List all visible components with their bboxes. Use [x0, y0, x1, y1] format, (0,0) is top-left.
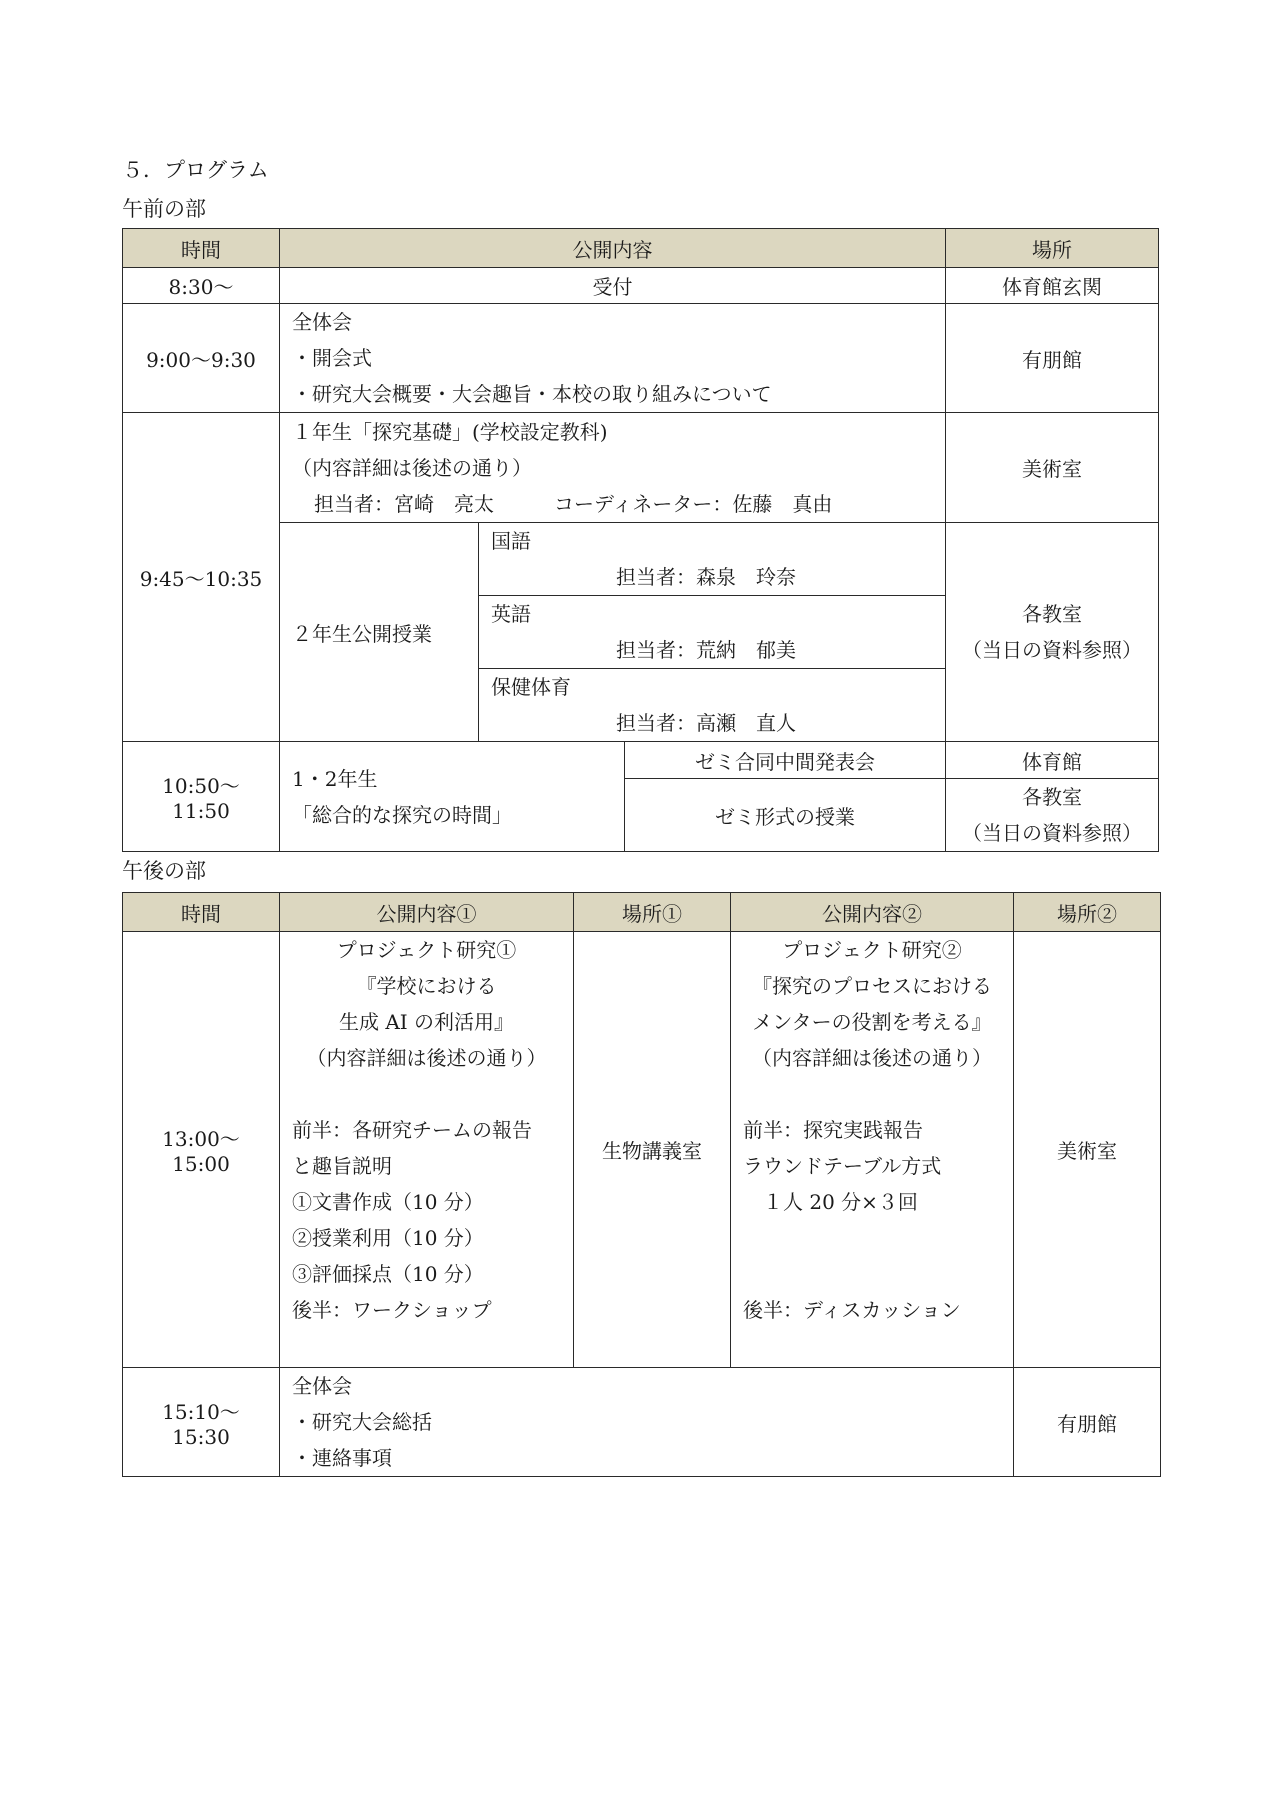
header-place-2: 場所②	[1014, 893, 1161, 932]
header-place: 場所	[946, 229, 1159, 268]
table-row	[123, 742, 1159, 779]
project-2-content: プロジェクト研究② 『探究のプロセスにおける メンターの役割を考える』 （内容詳細は後述の通り） 前半：探究実践報告 ラウンドテーブル方式 １人 20 分×３回 後半：ディスカッション	[731, 932, 1014, 1368]
table-row	[123, 304, 1159, 413]
reception-place: 体育館玄関	[946, 268, 1159, 304]
closing-content: 全体会 ・研究大会総括 ・連絡事項	[280, 1368, 1014, 1477]
plenary-time: 9:00〜9:30	[123, 304, 280, 413]
plenary-content: 全体会 ・開会式 ・研究大会概要・大会趣旨・本校の取り組みについて	[280, 304, 946, 413]
seminar-time: 10:50〜11:50	[123, 742, 280, 852]
plenary-place: 有朋館	[946, 304, 1159, 413]
subject-english: 英語 担当者：荒納 郁美	[479, 596, 946, 669]
closing-place: 有朋館	[1014, 1368, 1161, 1477]
project-2-place: 美術室	[1014, 932, 1161, 1368]
seminar-class: ゼミ形式の授業	[625, 779, 946, 852]
reception-time: 8:30〜	[123, 268, 280, 304]
seminar-label: 1・2年生 「総合的な探究の時間」	[280, 742, 625, 852]
morning-title: 午前の部	[122, 197, 206, 221]
project-time: 13:00〜15:00	[123, 932, 280, 1368]
table-row	[123, 932, 1161, 1368]
table-row	[123, 268, 1159, 304]
grade1-content: １年生「探究基礎」(学校設定教科) （内容詳細は後述の通り） 担当者：宮崎 亮太 コーディネーター：佐藤 真由	[280, 413, 946, 523]
grade1-place: 美術室	[946, 413, 1159, 523]
grade2-place: 各教室 （当日の資料参照）	[946, 523, 1159, 742]
afternoon-schedule-table	[122, 892, 1161, 1477]
reception-content: 受付	[280, 268, 946, 304]
table-row	[123, 413, 1159, 523]
seminar-presentation: ゼミ合同中間発表会	[625, 742, 946, 779]
grade2-label: ２年生公開授業	[280, 523, 479, 742]
subject-japanese: 国語 担当者：森泉 玲奈	[479, 523, 946, 596]
grade-session-time: 9:45〜10:35	[123, 413, 280, 742]
seminar-presentation-place: 体育館	[946, 742, 1159, 779]
subject-pe: 保健体育 担当者：高瀬 直人	[479, 669, 946, 742]
header-place-1: 場所①	[574, 893, 731, 932]
header-content-2: 公開内容②	[731, 893, 1014, 932]
project-1-content: プロジェクト研究① 『学校における 生成 AI の利活用』 （内容詳細は後述の通り） 前半：各研究チームの報告 と趣旨説明 ①文書作成（10 分） ②授業利用（10 分） ③評価採点（10 分） 後半：ワークショップ	[280, 932, 574, 1368]
morning-schedule-table	[122, 228, 1159, 852]
table-row	[123, 1368, 1161, 1477]
header-content: 公開内容	[280, 229, 946, 268]
header-time: 時間	[123, 229, 280, 268]
afternoon-title: 午後の部	[122, 859, 206, 883]
closing-time: 15:10〜15:30	[123, 1368, 280, 1477]
seminar-class-place: 各教室 （当日の資料参照）	[946, 779, 1159, 852]
section-title: ５．プログラム	[122, 158, 269, 182]
project-1-place: 生物講義室	[574, 932, 731, 1368]
header-time: 時間	[123, 893, 280, 932]
header-content-1: 公開内容①	[280, 893, 574, 932]
